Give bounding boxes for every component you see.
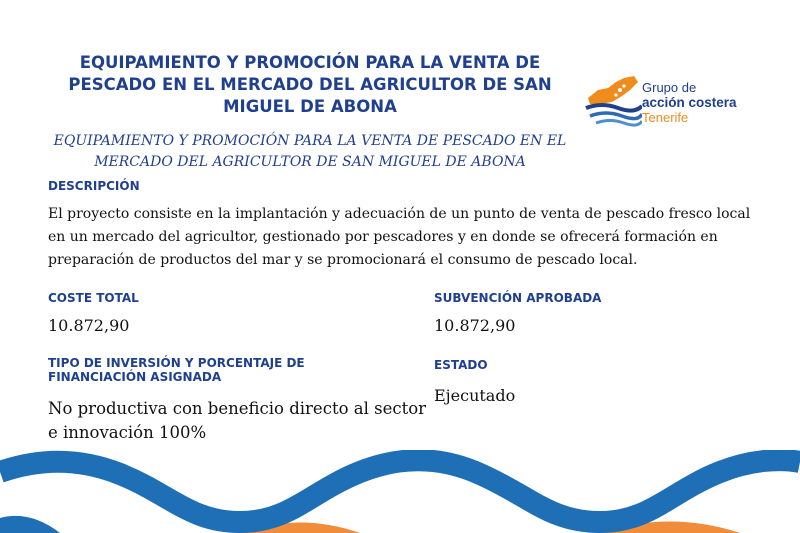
tipo-inversion-value: No productiva con beneficio directo al sector e innovación 100% [48,399,427,442]
page-subtitle: EQUIPAMIENTO Y PROMOCIÓN PARA LA VENTA DE PESCADO EN EL MERCADO DEL AGRICULTOR DE SAN MIGUEL DE ABONA [53,133,567,170]
logo-text-line1: Grupo de [642,80,697,95]
coste-total-label: COSTE TOTAL [48,291,139,305]
descripcion-label: DESCRIPCIÓN [48,179,140,193]
blue-wave-corner [0,516,60,533]
logo-text-line2: acción costera [642,95,737,110]
subvencion-value: 10.872,90 [434,316,516,335]
descripcion-text: El proyecto consiste en la implantación y adecuación de un punto de venta de pescado fresco local en un mercado del agricultor, gestionado por pescadores y en donde se ofrecerá formación en preparación de productos del mar y se promocionará el consumo de pescado local. [48,206,751,268]
logo-text-line3: Tenerife [642,110,689,125]
coste-total-value: 10.872,90 [48,316,130,335]
estado-label: ESTADO [434,358,488,372]
blue-wave [0,460,800,522]
decorative-waves [0,450,800,533]
subvencion-label: SUBVENCIÓN APROBADA [434,291,602,305]
tipo-inversion-label: TIPO DE INVERSIÓN Y PORCENTAJE DE FINANCIACIÓN ASIGNADA [48,356,305,384]
page-title: EQUIPAMIENTO Y PROMOCIÓN PARA LA VENTA DE PESCADO EN EL MERCADO DEL AGRICULTOR DE SAN MIGUEL DE ABONA [68,53,552,116]
estado-value: Ejecutado [434,386,516,405]
tenerife-island-icon [584,76,642,130]
logo [584,76,764,130]
